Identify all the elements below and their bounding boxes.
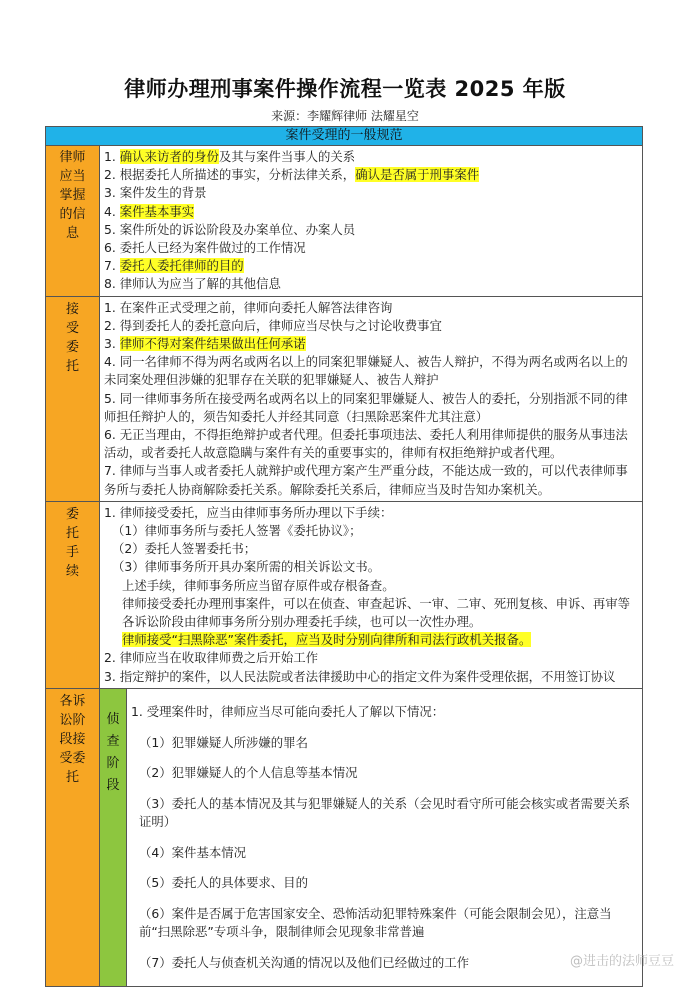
row-content-stages xyxy=(127,689,642,987)
list-item: 6. 委托人已经为案件做过的工作情况 xyxy=(104,240,306,256)
watermark: @进击的法师豆豆 xyxy=(569,954,674,969)
list-item: （7）委托人与侦查机关沟通的情况以及他们已经做过的工作 xyxy=(139,954,470,970)
row-label-info: 律师 应当 掌握 的信 息 xyxy=(46,146,100,296)
list-item: 律师接受委托办理刑事案件，可以在侦查、审查起诉、一审、二审、死刑复核、申诉、再审等各诉讼阶段由律师事务所分别办理委托手续，也可以一次性办理。 xyxy=(122,595,631,630)
row-content-procedure xyxy=(100,502,642,688)
list-item: 律师接受“扫黑除恶”案件委托，应当及时分别向律所和司法行政机关报备。 xyxy=(122,632,532,648)
row-content-info xyxy=(100,146,642,296)
list-item: （2）犯罪嫌疑人的个人信息等基本情况 xyxy=(139,765,358,781)
source-line: 来源：李耀辉律师 法耀星空 xyxy=(271,109,419,123)
list-item: （5）委托人的具体要求、目的 xyxy=(139,875,308,891)
list-item: （4）案件基本情况 xyxy=(139,844,247,860)
list-item: （2）委托人签署委托书； xyxy=(112,541,257,557)
list-item: 2. 得到委托人的委托意向后，律师应当尽快与之讨论收费事宜 xyxy=(104,317,442,333)
list-item: 5. 案件所处的诉讼阶段及办案单位、办案人员 xyxy=(104,221,356,237)
page-title: 律师办理刑事案件操作流程一览表 2025 年版 xyxy=(124,77,566,101)
list-item: 5. 同一律师事务所在接受两名或两名以上的同案犯罪嫌疑人、被告人的委托，分别指派不同的律师担任辩护人的，须告知委托人并经其同意（扫黑除恶案件尤其注意） xyxy=(104,390,628,424)
row-stages xyxy=(46,689,642,987)
list-item: 1. 受理案件时，律师应当尽可能向委托人了解以下情况： xyxy=(131,704,445,720)
row-label-procedure: 委 托 手 续 xyxy=(46,502,100,688)
row-label-accept: 接 受 委 托 xyxy=(46,297,100,501)
list-item: 8. 律师认为应当了解的其他信息 xyxy=(104,276,281,292)
list-item: 4. 同一名律师不得为两名或两名以上的同案犯罪嫌疑人、被告人辩护，不得为两名或两名以上的未同案处理但涉嫌的犯罪存在关联的犯罪嫌疑人、被告人辩护 xyxy=(104,354,628,388)
list-item: 7. 律师与当事人或者委托人就辩护或代理方案产生严重分歧，不能达成一致的，可以代表律师事务所与委托人协商解除委托关系。解除委托关系后，律师应当及时告知办案机关。 xyxy=(104,463,628,497)
list-item: 4. 案件基本事实 xyxy=(104,203,195,219)
list-item: 3. 律师不得对案件结果做出任何承诺 xyxy=(104,336,306,352)
list-item: 2. 根据委托人所描述的事实，分析法律关系，确认是否属于刑事案件 xyxy=(104,167,480,183)
row-procedure xyxy=(46,502,642,689)
list-item: （1）律师事务所与委托人签署《委托协议》； xyxy=(112,523,362,539)
list-item: 6. 无正当理由，不得拒绝辩护或者代理。但委托事项违法、委托人利用律师提供的服务从事违法活动，或者委托人故意隐瞒与案件有关的重要事实的，律师有权拒绝辩护或者代理。 xyxy=(104,427,628,461)
row-accept xyxy=(46,297,642,502)
row-content-accept xyxy=(100,297,642,501)
sub-label-investigation: 侦 查 阶 段 xyxy=(100,689,127,987)
list-item: 1. 在案件正式受理之前，律师向委托人解答法律咨询 xyxy=(104,299,393,315)
list-item: 2. 律师应当在收取律师费之后开始工作 xyxy=(104,650,319,666)
row-info xyxy=(46,146,642,297)
table-header: 案件受理的一般规范 xyxy=(46,127,642,146)
list-item: 3. 指定辩护的案件，以人民法院或者法律援助中心的指定文件为案件受理依据，不用签订协议 xyxy=(104,668,616,684)
list-item: 3. 案件发生的背景 xyxy=(104,185,207,201)
process-table xyxy=(45,126,643,987)
list-item: （3）委托人的基本情况及其与犯罪嫌疑人的关系（会见时看守所可能会核实或者需要关系证明） xyxy=(139,796,631,830)
list-item: 7. 委托人委托律师的目的 xyxy=(104,258,244,274)
list-item: （6）案件是否属于危害国家安全、恐怖活动犯罪特殊案件（可能会限制会见），注意当前“扫黑除恶”专项斗争，限制律师会见现象非常普遍 xyxy=(139,906,612,940)
list-item: 1. 律师接受委托，应当由律师事务所办理以下手续： xyxy=(104,504,393,520)
list-item: 上述手续，律师事务所应当留存原件或存根备查。 xyxy=(122,577,395,593)
stage-subrow xyxy=(100,689,642,987)
list-item: （1）犯罪嫌疑人所涉嫌的罪名 xyxy=(139,734,308,750)
list-item: （3）律师事务所开具办案所需的相关诉讼文书。 xyxy=(112,559,381,575)
list-item: 1. 确认来访者的身份及其与案件当事人的关系 xyxy=(104,149,356,164)
row-label-stages: 各诉 讼阶 段接 受委 托 xyxy=(46,689,100,987)
